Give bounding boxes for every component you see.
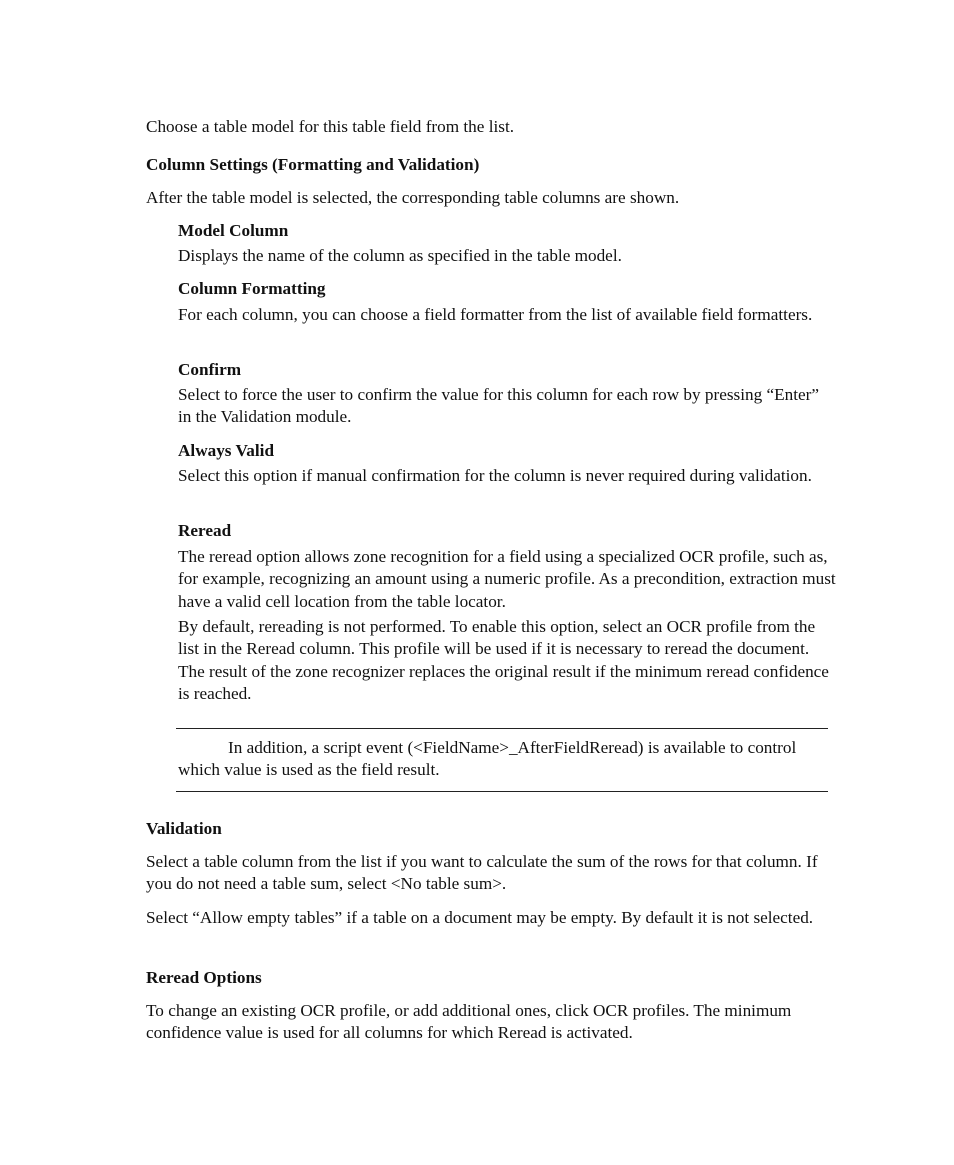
- reread-options-text: To change an existing OCR profile, or add additional ones, click OCR profiles. The minimum confidence value is used for all columns for which Reread is activated.: [146, 1001, 792, 1043]
- always-valid-term: Always Valid: [178, 441, 274, 460]
- column-formatting-text: For each column, you can choose a field formatter from the list of available field formatters.: [178, 305, 813, 324]
- column-settings-heading: Column Settings (Formatting and Validation): [146, 155, 480, 174]
- reread-options-heading: Reread Options: [146, 968, 262, 987]
- column-formatting-term: Column Formatting: [178, 279, 326, 298]
- validation-heading: Validation: [146, 819, 222, 838]
- reread-text-2: By default, rereading is not performed. To enable this option, select an OCR profile from the list in the Reread column. This profile will be used if it is necessary to reread the document. The result of the zone recognizer replaces the original result if the minimum reread confidence is reached.: [178, 617, 829, 704]
- note-text: In addition, a script event (<FieldName>_AfterFieldReread) is available to control which value is used as the field result.: [178, 738, 797, 780]
- model-column-term: Model Column: [178, 221, 289, 240]
- validation-text-1: Select a table column from the list if you want to calculate the sum of the rows for that column. If you do not need a table sum, select <No table sum>.: [146, 852, 818, 894]
- column-settings-text: After the table model is selected, the corresponding table columns are shown.: [146, 188, 680, 207]
- confirm-text: Select to force the user to confirm the value for this column for each row by pressing “Enter” in the Validation module.: [178, 385, 819, 427]
- note-top-rule: [176, 728, 828, 729]
- always-valid-text: Select this option if manual confirmation for the column is never required during validation.: [178, 466, 812, 485]
- validation-text-2: Select “Allow empty tables” if a table on a document may be empty. By default it is not selected.: [146, 908, 814, 927]
- reread-text-1: The reread option allows zone recognition for a field using a specialized OCR profile, such as, for example, recognizing an amount using a numeric profile. As a precondition, extraction must have a valid cell location from the table locator.: [178, 547, 836, 611]
- note-bottom-rule: [176, 791, 828, 792]
- model-column-text: Displays the name of the column as specified in the table model.: [178, 246, 622, 265]
- intro-paragraph: Choose a table model for this table field from the list.: [146, 117, 515, 136]
- confirm-term: Confirm: [178, 360, 242, 379]
- reread-term: Reread: [178, 521, 232, 540]
